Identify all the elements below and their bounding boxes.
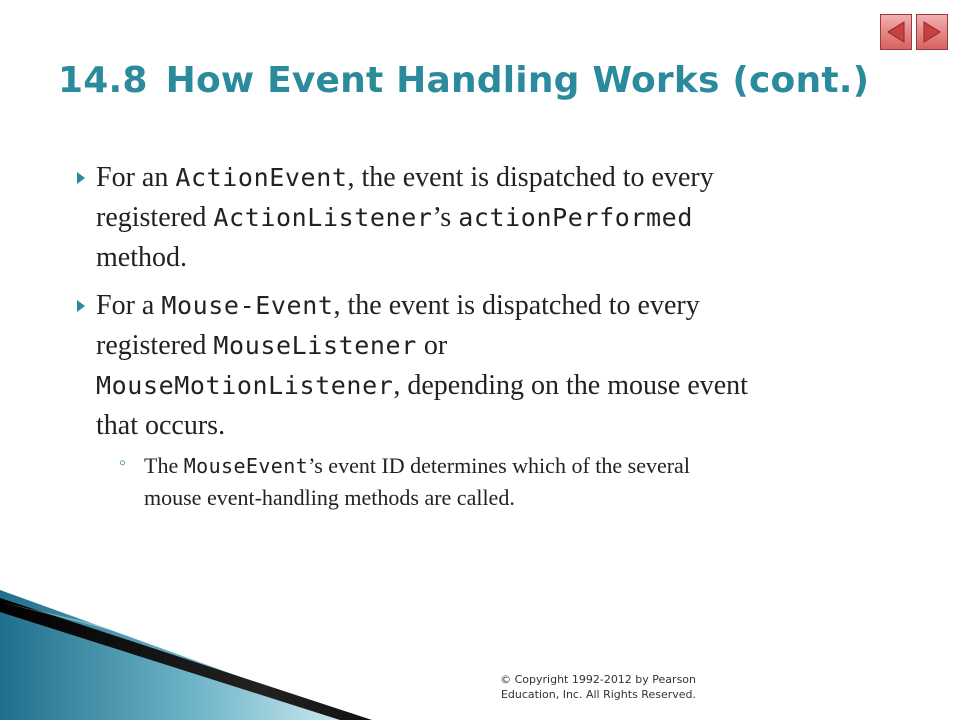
- bullet-text: or: [416, 330, 448, 361]
- code-term: ActionEvent: [175, 163, 348, 192]
- bullet-text: For a: [96, 290, 162, 321]
- bullet-text: For an: [96, 162, 176, 193]
- bullet-text: , depending on the mouse event: [393, 370, 748, 401]
- code-term: actionPerformed: [458, 203, 693, 232]
- code-term: MouseEvent: [183, 454, 309, 478]
- bullet-text: method.: [96, 242, 187, 273]
- bullet-text: ’s event ID determines which of the several: [308, 453, 690, 478]
- code-term: MouseMotionListener: [96, 371, 394, 400]
- bullet-text: , the event is dispatched to every: [347, 162, 714, 193]
- code-term: Mouse-Event: [161, 291, 334, 320]
- copyright-line: © Copyright 1992-2012 by Pearson: [500, 673, 696, 686]
- bullet-text: that occurs.: [96, 410, 226, 441]
- slide-title-text: How Event Handling Works (cont.): [165, 60, 870, 101]
- bullet-text: The: [144, 453, 184, 478]
- bullet-text: ’s: [432, 202, 459, 233]
- sub-bullet-circle-icon: ◦: [119, 452, 127, 474]
- bullet-text: mouse event-handling methods are called.: [144, 485, 515, 510]
- copyright-line: Education, Inc. All Rights Reserved.: [500, 688, 696, 701]
- copyright-notice: [468, 672, 696, 702]
- bullet-text: registered: [96, 330, 214, 361]
- slide-title-number: 14.8: [58, 60, 148, 101]
- code-term: MouseListener: [213, 331, 417, 360]
- bullet-text: , the event is dispatched to every: [333, 290, 700, 321]
- code-term: ActionListener: [213, 203, 433, 232]
- bullet-text: registered: [96, 202, 214, 233]
